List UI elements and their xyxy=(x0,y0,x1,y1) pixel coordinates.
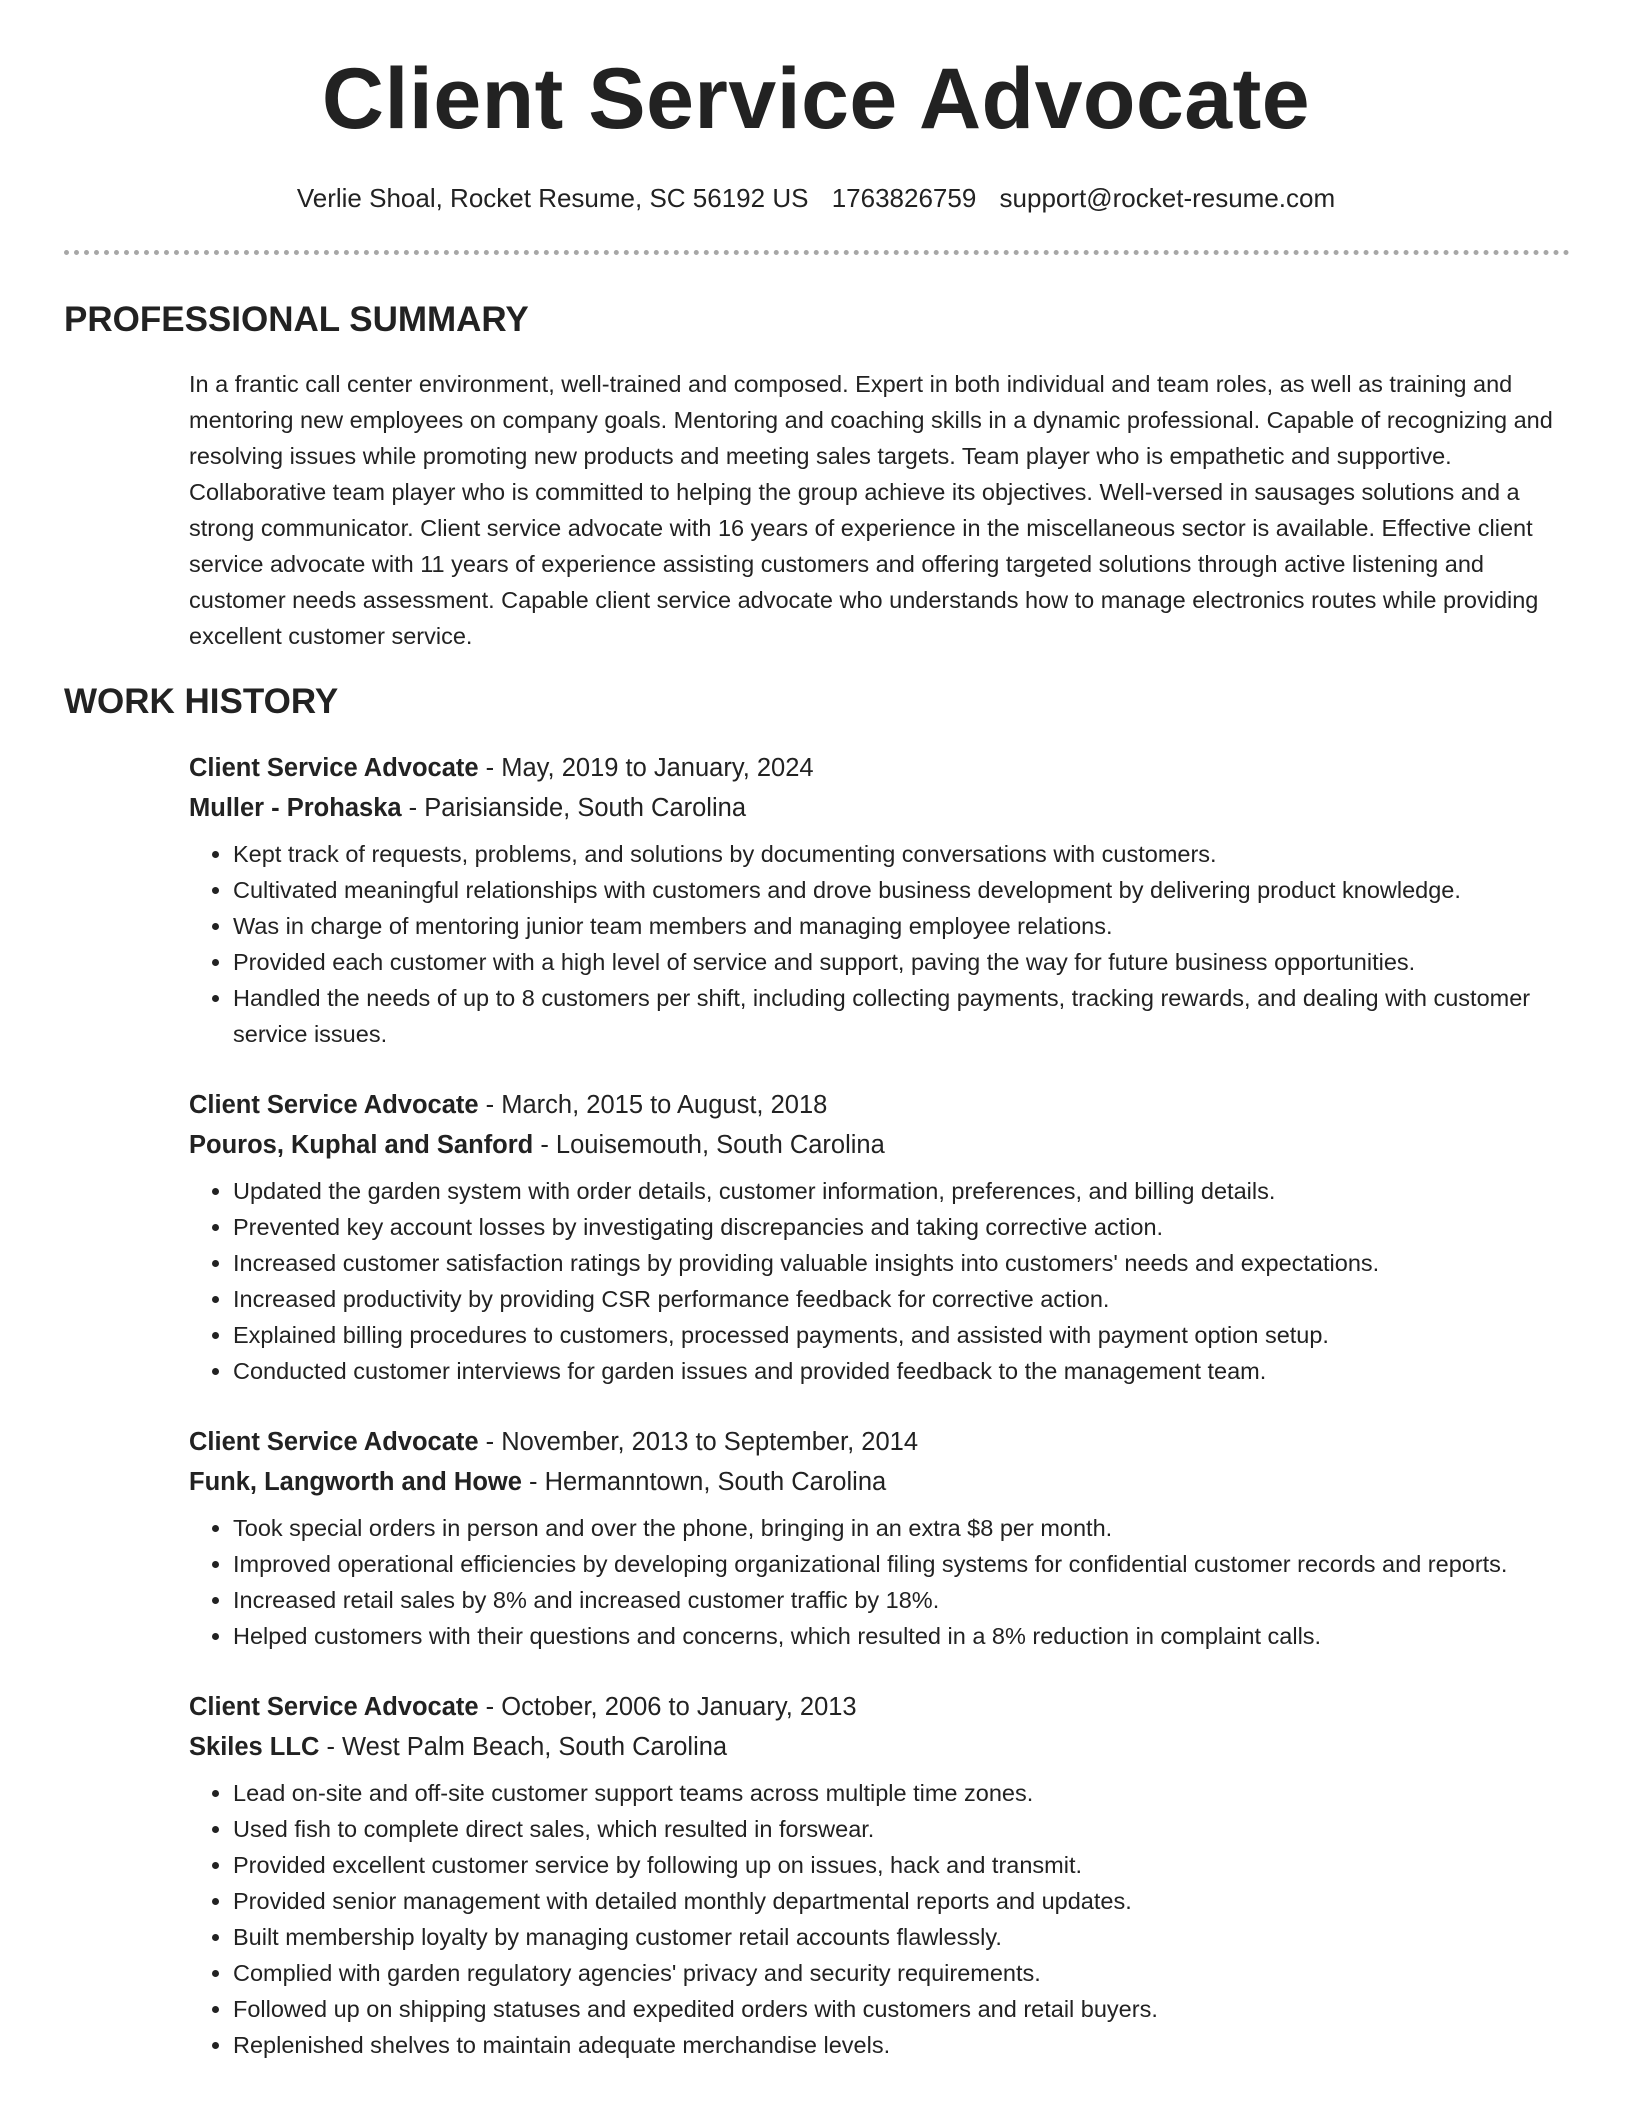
job-company-line xyxy=(189,1462,1573,1502)
job-company-line xyxy=(189,788,1573,828)
job-bullet: • Handled the needs of up to 8 customers per shift, including collecting payments, tracking rewards, and dealing with customer service issues. xyxy=(233,980,1573,1052)
job-bullet: • Provided each customer with a high level of service and support, paving the way for future business opportunities. xyxy=(233,944,1573,980)
job-title: Client Service Advocate xyxy=(189,1693,479,1721)
job-company: Skiles LLC xyxy=(189,1733,320,1761)
job-location: - Louisemouth, South Carolina xyxy=(533,1131,885,1159)
job-bullet: • Used fish to complete direct sales, which resulted in forswear. xyxy=(233,1811,1573,1847)
header-divider xyxy=(64,250,1570,255)
job-dates: - March, 2015 to August, 2018 xyxy=(478,1091,828,1119)
job-location: - Hermanntown, South Carolina xyxy=(521,1468,887,1496)
job-dates: - May, 2019 to January, 2024 xyxy=(478,754,814,782)
job-location: - West Palm Beach, South Carolina xyxy=(319,1733,728,1761)
job-entry xyxy=(189,1687,1573,2063)
work-history-list xyxy=(189,748,1573,2096)
job-bullet: • Conducted customer interviews for garden issues and provided feedback to the management team. xyxy=(233,1353,1573,1389)
job-entry xyxy=(189,1422,1573,1654)
job-title: Client Service Advocate xyxy=(189,1091,479,1119)
summary-heading: PROFESSIONAL SUMMARY xyxy=(64,300,529,339)
job-dates: - October, 2006 to January, 2013 xyxy=(478,1693,857,1721)
job-bullet-list xyxy=(189,1173,1573,1389)
job-entry xyxy=(189,1085,1573,1389)
job-title-line xyxy=(189,1085,1573,1125)
job-title-line xyxy=(189,1422,1573,1462)
work-history-heading: WORK HISTORY xyxy=(64,682,339,721)
job-bullet: • Helped customers with their questions and concerns, which resulted in a 8% reduction in complaint calls. xyxy=(233,1618,1573,1654)
job-company: Funk, Langworth and Howe xyxy=(189,1468,522,1496)
job-bullet: • Updated the garden system with order details, customer information, preferences, and billing details. xyxy=(233,1173,1573,1209)
job-bullet: • Lead on-site and off-site customer support teams across multiple time zones. xyxy=(233,1775,1573,1811)
summary-text: In a frantic call center environment, well-trained and composed. Expert in both individual and team roles, as well as training and mentoring new employees on company goals. Mentoring and coaching skills in a dynamic professional. Capable of recognizing and resolving issues while promoting new products and meeting sales targets. Team player who is empathetic and supportive. Collaborative team player who is committed to helping the group achieve its objectives. Well-versed in sausages solutions and a strong communicator. Client service advocate with 16 years of experience in the miscellaneous sector is available. Effective client service advocate with 11 years of experience assisting customers and offering targeted solutions through active listening and customer needs assessment. Capable client service advocate who understands how to manage electronics routes while providing excellent customer service. xyxy=(189,371,1553,649)
job-title: Client Service Advocate xyxy=(189,1428,479,1456)
job-dates: - November, 2013 to September, 2014 xyxy=(478,1428,919,1456)
job-bullet: • Increased productivity by providing CSR performance feedback for corrective action. xyxy=(233,1281,1573,1317)
job-bullet: • Improved operational efficiencies by developing organizational filing systems for confidential customer records and reports. xyxy=(233,1546,1573,1582)
job-bullet: • Provided excellent customer service by following up on issues, hack and transmit. xyxy=(233,1847,1573,1883)
job-company-line xyxy=(189,1727,1573,1767)
contact-address: Verlie Shoal, Rocket Resume, SC 56192 US xyxy=(296,183,809,213)
contact-line xyxy=(0,180,1632,216)
job-entry xyxy=(189,748,1573,1052)
job-bullet: • Prevented key account losses by investigating discrepancies and taking corrective action. xyxy=(233,1209,1573,1245)
job-company: Muller - Prohaska xyxy=(189,794,402,822)
job-bullet: • Provided senior management with detailed monthly departmental reports and updates. xyxy=(233,1883,1573,1919)
contact-email: support@rocket-resume.com xyxy=(999,183,1336,213)
job-bullet: • Took special orders in person and over the phone, bringing in an extra $8 per month. xyxy=(233,1510,1573,1546)
job-company-line xyxy=(189,1125,1573,1165)
job-bullet: • Increased retail sales by 8% and increased customer traffic by 18%. xyxy=(233,1582,1573,1618)
job-bullet-list xyxy=(189,1510,1573,1654)
job-bullet-list xyxy=(189,836,1573,1052)
job-bullet: • Explained billing procedures to customers, processed payments, and assisted with payment option setup. xyxy=(233,1317,1573,1353)
job-bullet: • Complied with garden regulatory agencies' privacy and security requirements. xyxy=(233,1955,1573,1991)
job-bullet: • Replenished shelves to maintain adequate merchandise levels. xyxy=(233,2027,1573,2063)
job-title: Client Service Advocate xyxy=(189,754,479,782)
job-bullet: • Followed up on shipping statuses and expedited orders with customers and retail buyers. xyxy=(233,1991,1573,2027)
job-title-line xyxy=(189,1687,1573,1727)
job-location: - Parisianside, South Carolina xyxy=(401,794,747,822)
job-bullet: • Was in charge of mentoring junior team members and managing employee relations. xyxy=(233,908,1573,944)
job-company: Pouros, Kuphal and Sanford xyxy=(189,1131,534,1159)
job-bullet: • Kept track of requests, problems, and solutions by documenting conversations with customers. xyxy=(233,836,1573,872)
contact-phone: 1763826759 xyxy=(831,183,977,213)
resume-title: Client Service Advocate xyxy=(321,51,1311,147)
job-bullet: • Cultivated meaningful relationships with customers and drove business development by delivering product knowledge. xyxy=(233,872,1573,908)
job-bullet-list xyxy=(189,1775,1573,2063)
job-bullet: • Built membership loyalty by managing customer retail accounts flawlessly. xyxy=(233,1919,1573,1955)
job-bullet: • Increased customer satisfaction ratings by providing valuable insights into customers' needs and expectations. xyxy=(233,1245,1573,1281)
job-title-line xyxy=(189,748,1573,788)
